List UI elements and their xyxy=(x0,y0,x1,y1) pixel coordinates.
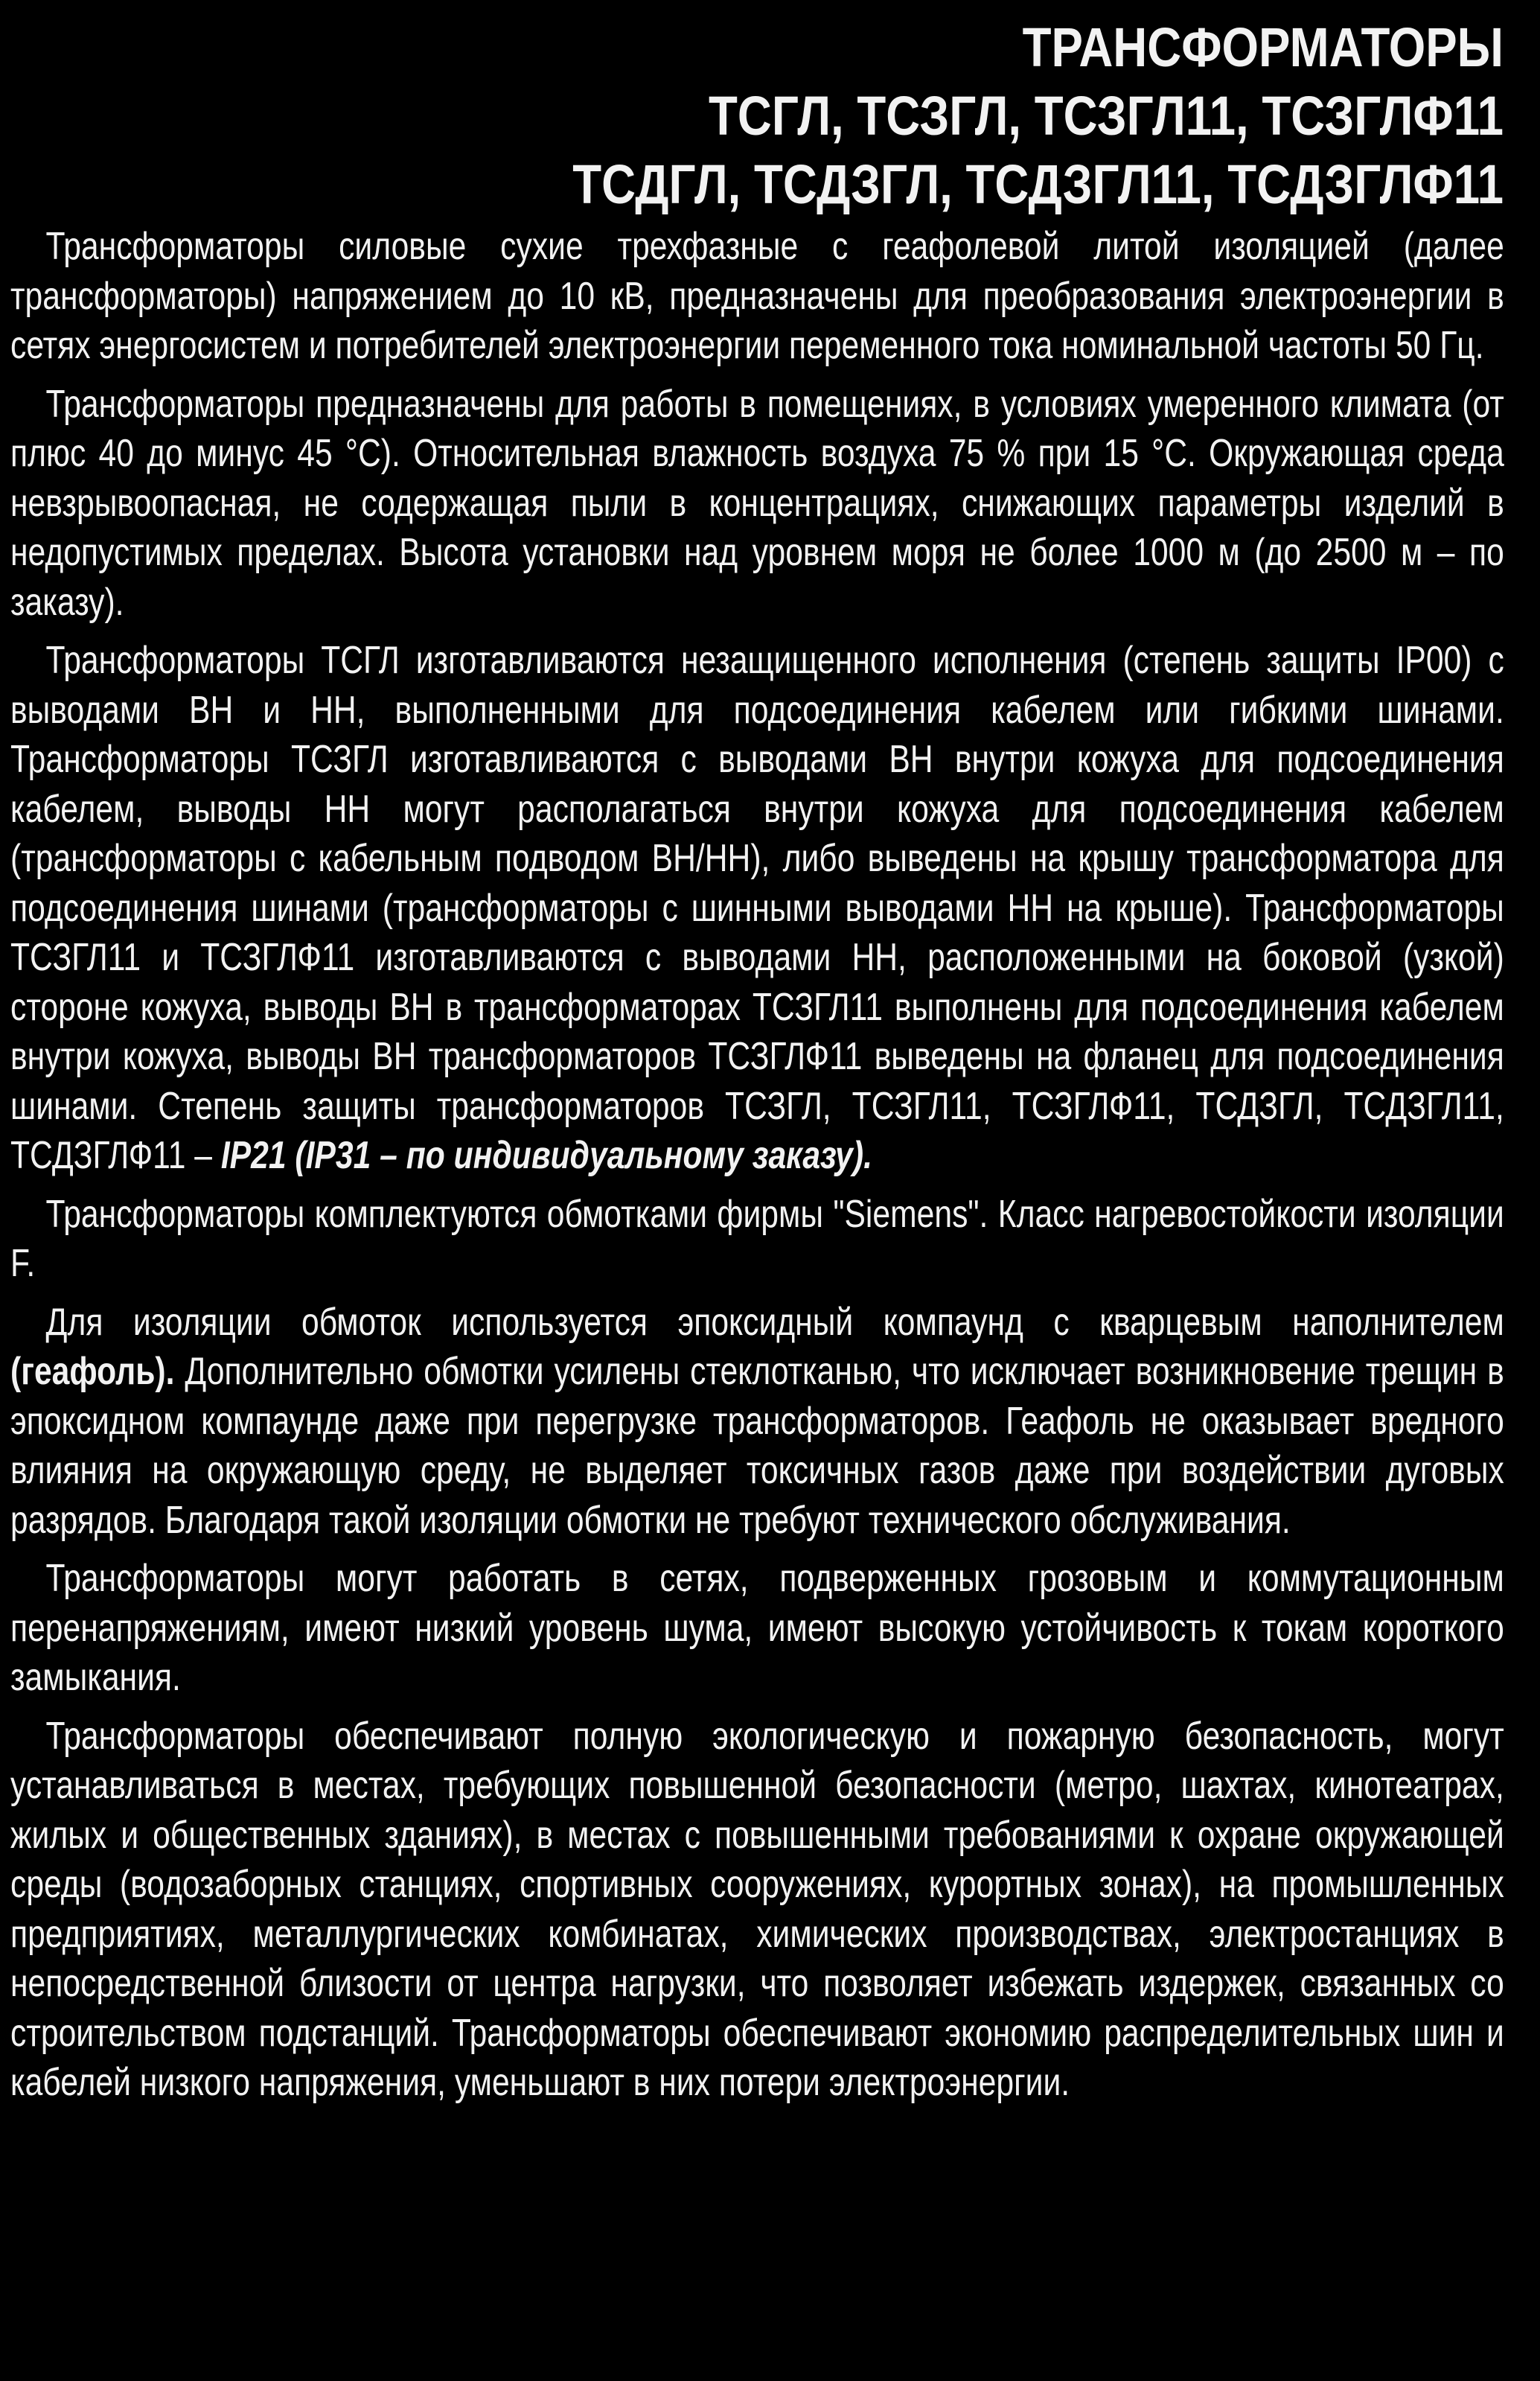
document-title xyxy=(10,13,1504,219)
paragraph-design-variants-text: Трансформаторы ТСГЛ изготавливаются незащищенного исполнения (степень защиты IP00) с выводами ВН и НН, выполненными для подсоединения кабелем или гибкими шинами. Трансформаторы ТСЗГЛ изготавливаются с выводами ВН внутри кожуха для подсоединения кабелем, выводы НН могут располагаться внутри кожуха для подсоединения кабелем (трансформаторы с кабельным подводом ВН/НН), либо выведены на крышу трансформатора для подсоединения шинами (трансформаторы с шинными выводами НН на крыше). Трансформаторы ТСЗГЛ11 и ТСЗГЛФ11 изготавливаются с выводами НН, расположенными на боковой (узкой) стороне кожуха, выводы ВН в трансформаторах ТСЗГЛ11 выполнены для подсоединения кабелем внутри кожуха, выводы ВН трансформаторов ТСЗГЛФ11 выведены на фланец для подсоединения шинами. Степень защиты трансформаторов ТСЗГЛ, ТСЗГЛ11, ТСЗГЛФ11, ТСДЗГЛ, ТСДЗГЛ11, ТСДЗГЛФ11 – xyxy=(10,639,1504,1177)
paragraph-insulation-text-start: Для изоляции обмоток используется эпоксидный компаунд с кварцевым наполнителем xyxy=(45,1300,1504,1344)
paragraph-insulation xyxy=(10,1298,1504,1546)
paragraph-design-variants xyxy=(10,636,1504,1181)
paragraph-reliability xyxy=(10,1554,1504,1703)
paragraph-purpose xyxy=(10,222,1504,371)
document-page xyxy=(10,13,1504,2117)
document-body xyxy=(10,222,1504,2108)
paragraph-windings xyxy=(10,1190,1504,1289)
paragraph-reliability-text: Трансформаторы могут работать в сетях, подверженных грозовым и коммутационным перенапряжениям, имеют низкий уровень шума, имеют высокую устойчивость к токам короткого замыкания. xyxy=(10,1557,1504,1699)
paragraph-purpose-text: Трансформаторы силовые сухие трехфазные с геафолевой литой изоляцией (далее трансформаторы) напряжением до 10 кВ, предназначены для преобразования электроэнергии в сетях энергосистем и потребителей электроэнергии переменного тока номинальной частоты 50 Гц. xyxy=(10,225,1504,367)
paragraph-safety-text: Трансформаторы обеспечивают полную экологическую и пожарную безопасность, могут устанавливаться в местах, требующих повышенной безопасности (метро, шахтах, кинотеатрах, жилых и общественных зданиях), в местах с повышенными требованиями к охране окружающей среды (водозаборных станциях, спортивных сооружениях, курортных зонах), на промышленных предприятиях, металлургических комбинатах, химических производствах, электростанциях в непосредственной близости от центра нагрузки, что позволяет избежать издержек, связанных со строительством подстанций. Трансформаторы обеспечивают экономию распределительных шин и кабелей низкого напряжения, уменьшают в них потери электроэнергии. xyxy=(10,1714,1504,2104)
paragraph-operating-conditions xyxy=(10,380,1504,628)
paragraph-operating-conditions-text: Трансформаторы предназначены для работы в помещениях, в условиях умеренного климата (от плюс 40 до минус 45 °С). Относительная влажность воздуха 75 % при 15 °С. Окружающая среда невзрывоопасная, не содержащая пыли в концентрациях, снижающих параметры изделий в недопустимых пределах. Высота установки над уровнем моря не более 1000 м (до 2500 м – по заказу). xyxy=(10,382,1504,624)
title-line-1: ТРАНСФОРМАТОРЫ xyxy=(1022,16,1504,78)
paragraph-windings-text: Трансформаторы комплектуются обмотками фирмы "Siemens". Класс нагревостойкости изоляции F. xyxy=(10,1192,1504,1285)
protection-degree-emphasis: IP21 (IP31 – по индивидуальному заказу). xyxy=(220,1134,872,1177)
paragraph-insulation-text-end: Дополнительно обмотки усилены стеклотканью, что исключает возникновение трещин в эпоксидном компаунде даже при перегрузке трансформаторов. Геафоль не оказывает вредного влияния на окружающую среду, не выделяет токсичных газов даже при воздействии дуговых разрядов. Благодаря такой изоляции обмотки не требуют технического обслуживания. xyxy=(10,1350,1504,1542)
geafol-term: (геафоль). xyxy=(10,1350,175,1393)
paragraph-safety xyxy=(10,1712,1504,2108)
title-line-2: ТСГЛ, ТСЗГЛ, ТСЗГЛ11, ТСЗГЛФ11 xyxy=(709,85,1504,147)
title-line-3: ТСДГЛ, ТСДЗГЛ, ТСДЗГЛ11, ТСДЗГЛФ11 xyxy=(572,153,1504,215)
